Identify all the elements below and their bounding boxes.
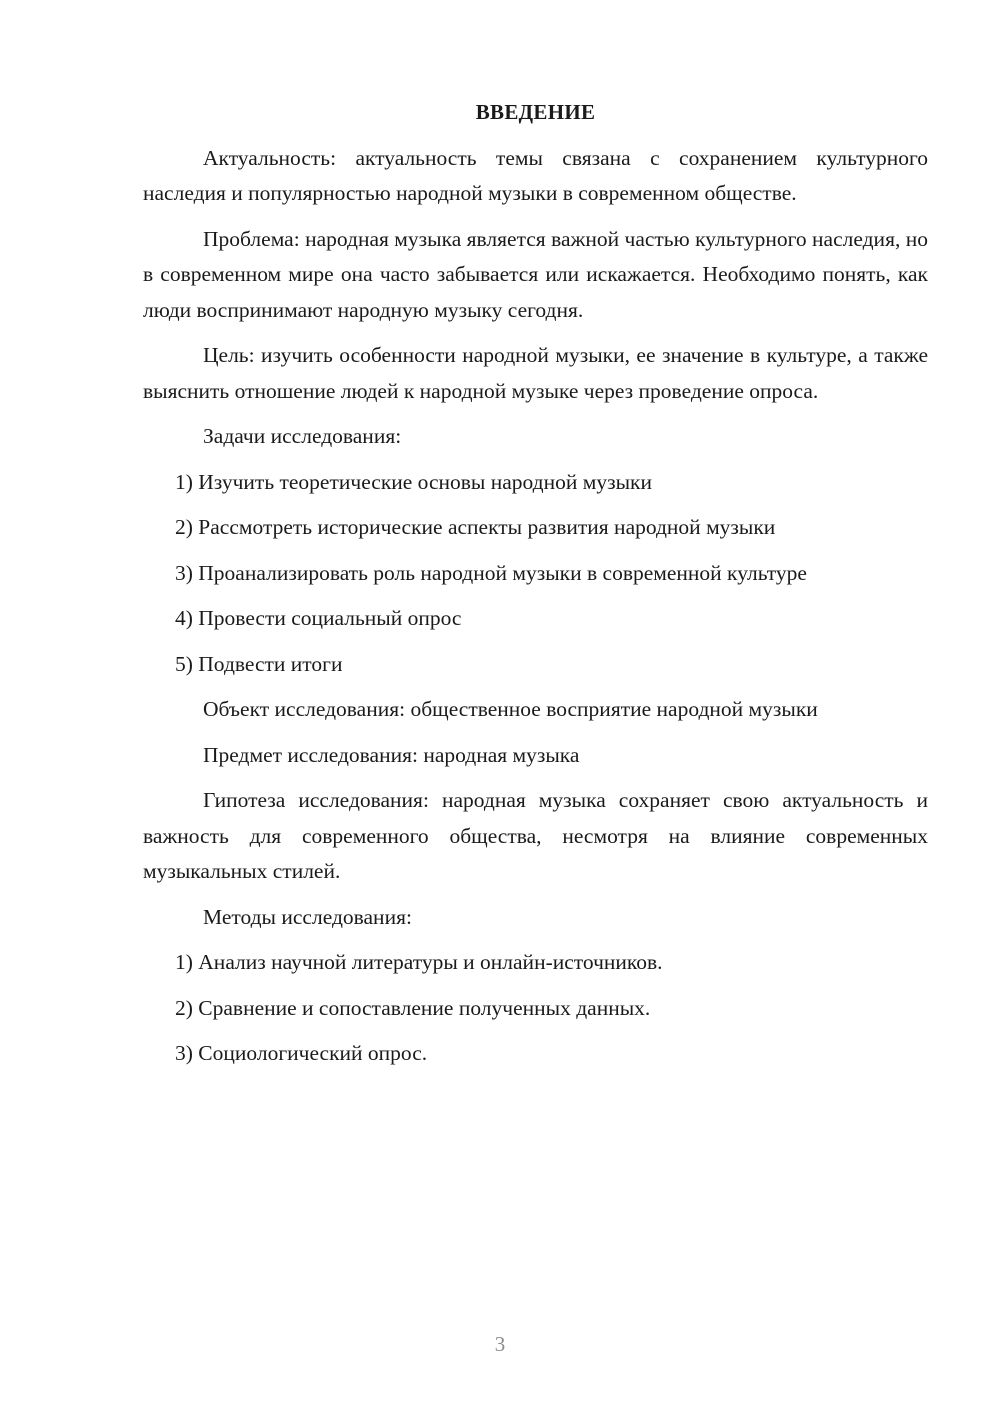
list-item: 3) Проанализировать роль народной музыки в современной культуре (175, 560, 807, 585)
list-item: 5) Подвести итоги (175, 651, 343, 676)
list-item: 2) Рассмотреть исторические аспекты развития народной музыки (175, 515, 776, 539)
page-content (143, 95, 928, 1082)
list-item: 1) Изучить теоретические основы народной музыки (175, 469, 652, 494)
page-number: 3 (494, 1332, 506, 1356)
methods-label: Методы исследования: (203, 904, 412, 929)
subject-paragraph: Предмет исследования: народная музыка (203, 742, 580, 767)
hypothesis-paragraph: Гипотеза исследования: народная музыка сохраняет свою актуальность и важность для современного общества, несмотря на влияние современных музыкальных стилей. (143, 788, 928, 883)
tasks-list (143, 465, 928, 683)
problem-paragraph: Проблема: народная музыка является важной частью культурного наследия, но в современном мире она часто забывается или искажается. Необходимо понять, как люди воспринимают народную музыку сегодня. (143, 226, 928, 322)
methods-list (143, 945, 928, 1072)
list-item: 2) Сравнение и сопоставление полученных данных. (175, 995, 651, 1020)
list-item: 4) Провести социальный опрос (175, 606, 462, 630)
object-paragraph: Объект исследования: общественное восприятие народной музыки (203, 697, 818, 721)
tasks-label: Задачи исследования: (203, 424, 402, 448)
list-item: 1) Анализ научной литературы и онлайн-источников. (175, 950, 663, 974)
list-item: 3) Социологический опрос. (175, 1041, 428, 1065)
goal-paragraph: Цель: изучить особенности народной музыки, ее значение в культуре, а также выяснить отношение людей к народной музыке через проведение опроса. (143, 343, 928, 403)
section-heading: ВВЕДЕНИЕ (475, 100, 596, 124)
relevance-paragraph: Актуальность: актуальность темы связана с сохранением культурного наследия и популярностью народной музыки в современном обществе. (143, 145, 928, 205)
